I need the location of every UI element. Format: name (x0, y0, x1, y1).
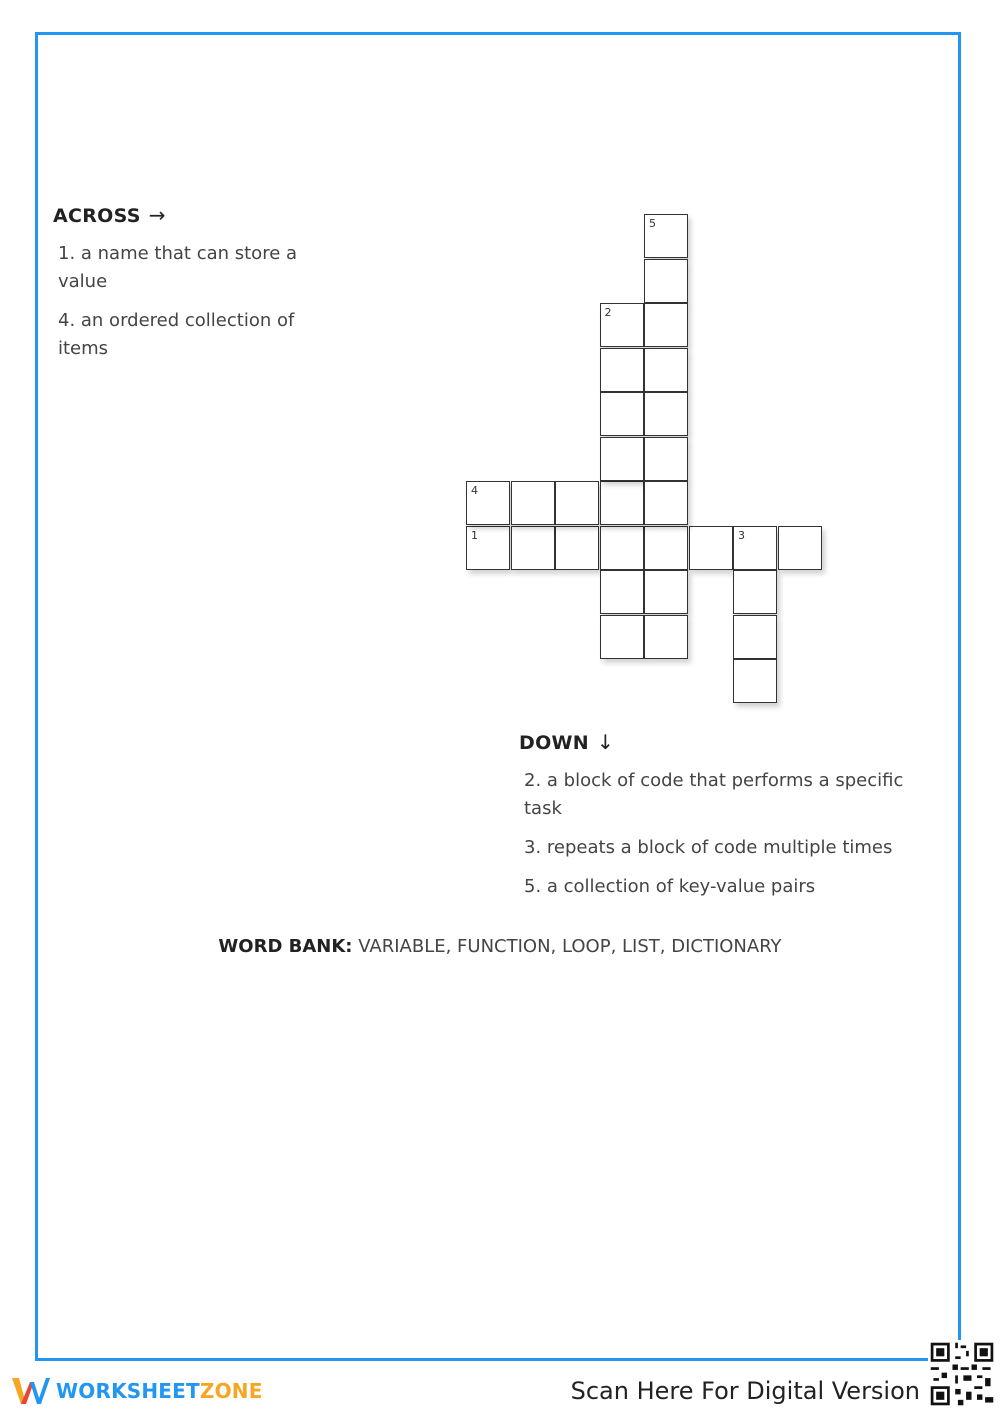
crossword-cell[interactable] (778, 526, 822, 570)
clue-number: 3 (738, 528, 745, 542)
clue-number: 4 (471, 484, 478, 497)
worksheetzone-logo[interactable] (10, 1374, 263, 1408)
across-clue: 1. a name that can store a value (58, 243, 298, 292)
crossword-cell[interactable] (600, 437, 644, 481)
crossword-cell[interactable] (600, 348, 644, 392)
crossword-cell[interactable] (644, 259, 688, 303)
crossword-cell[interactable] (600, 570, 644, 614)
down-clue-list (524, 767, 914, 912)
crossword-cell[interactable] (733, 526, 777, 570)
down-arrow-icon: ↓ (596, 730, 615, 754)
crossword-cell[interactable] (466, 526, 510, 570)
crossword-cell[interactable] (733, 615, 777, 659)
crossword-cell[interactable] (644, 214, 688, 258)
logo-text (56, 1379, 263, 1403)
crossword-cell[interactable] (644, 437, 688, 481)
crossword-cell[interactable] (644, 348, 688, 392)
crossword-cell[interactable] (511, 526, 555, 570)
right-arrow-icon: → (148, 203, 166, 227)
down-heading-label: DOWN (519, 732, 589, 754)
logo-word-worksheet: WORKSHEET (56, 1379, 200, 1403)
clue-number: 2 (604, 306, 612, 319)
crossword-cell[interactable] (644, 481, 688, 525)
crossword-cell[interactable] (600, 481, 644, 525)
crossword-cell[interactable] (644, 570, 688, 614)
scan-caption: Scan Here For Digital Version (570, 1377, 920, 1405)
crossword-cell[interactable] (644, 392, 688, 436)
across-clue: 4. an ordered collection of items (58, 310, 295, 359)
crossword-cell[interactable] (644, 526, 688, 570)
crossword-cell[interactable] (733, 659, 777, 703)
crossword-cell[interactable] (511, 481, 555, 525)
logo-word-zone: ZONE (199, 1379, 263, 1403)
clue-number: 1 (471, 528, 478, 542)
crossword-cell[interactable] (644, 303, 688, 347)
crossword-cell[interactable] (555, 526, 599, 570)
down-heading (519, 730, 614, 754)
word-bank (0, 936, 1000, 957)
crossword-cell[interactable] (600, 392, 644, 436)
crossword-cell[interactable] (600, 526, 644, 570)
crossword-cell[interactable] (600, 615, 644, 659)
clue-number: 5 (649, 217, 656, 230)
crossword-cell[interactable] (466, 481, 510, 525)
word-bank-label: WORD BANK: (218, 936, 353, 957)
down-clue: 5. a collection of key-value pairs (524, 876, 816, 897)
crossword-cell[interactable] (644, 615, 688, 659)
crossword-cell[interactable] (555, 481, 599, 525)
down-clue: 2. a block of code that performs a specific task (524, 770, 904, 819)
logo-w-icon (10, 1374, 50, 1408)
crossword-cell[interactable] (733, 570, 777, 614)
down-clue: 3. repeats a block of code multiple times (524, 837, 893, 858)
across-heading-label: ACROSS (53, 205, 141, 227)
crossword-cell[interactable] (689, 526, 733, 570)
word-bank-words: VARIABLE, FUNCTION, LOOP, LIST, DICTIONARY (358, 936, 782, 957)
qr-code-icon[interactable] (928, 1340, 996, 1408)
crossword-cell[interactable] (600, 303, 644, 347)
